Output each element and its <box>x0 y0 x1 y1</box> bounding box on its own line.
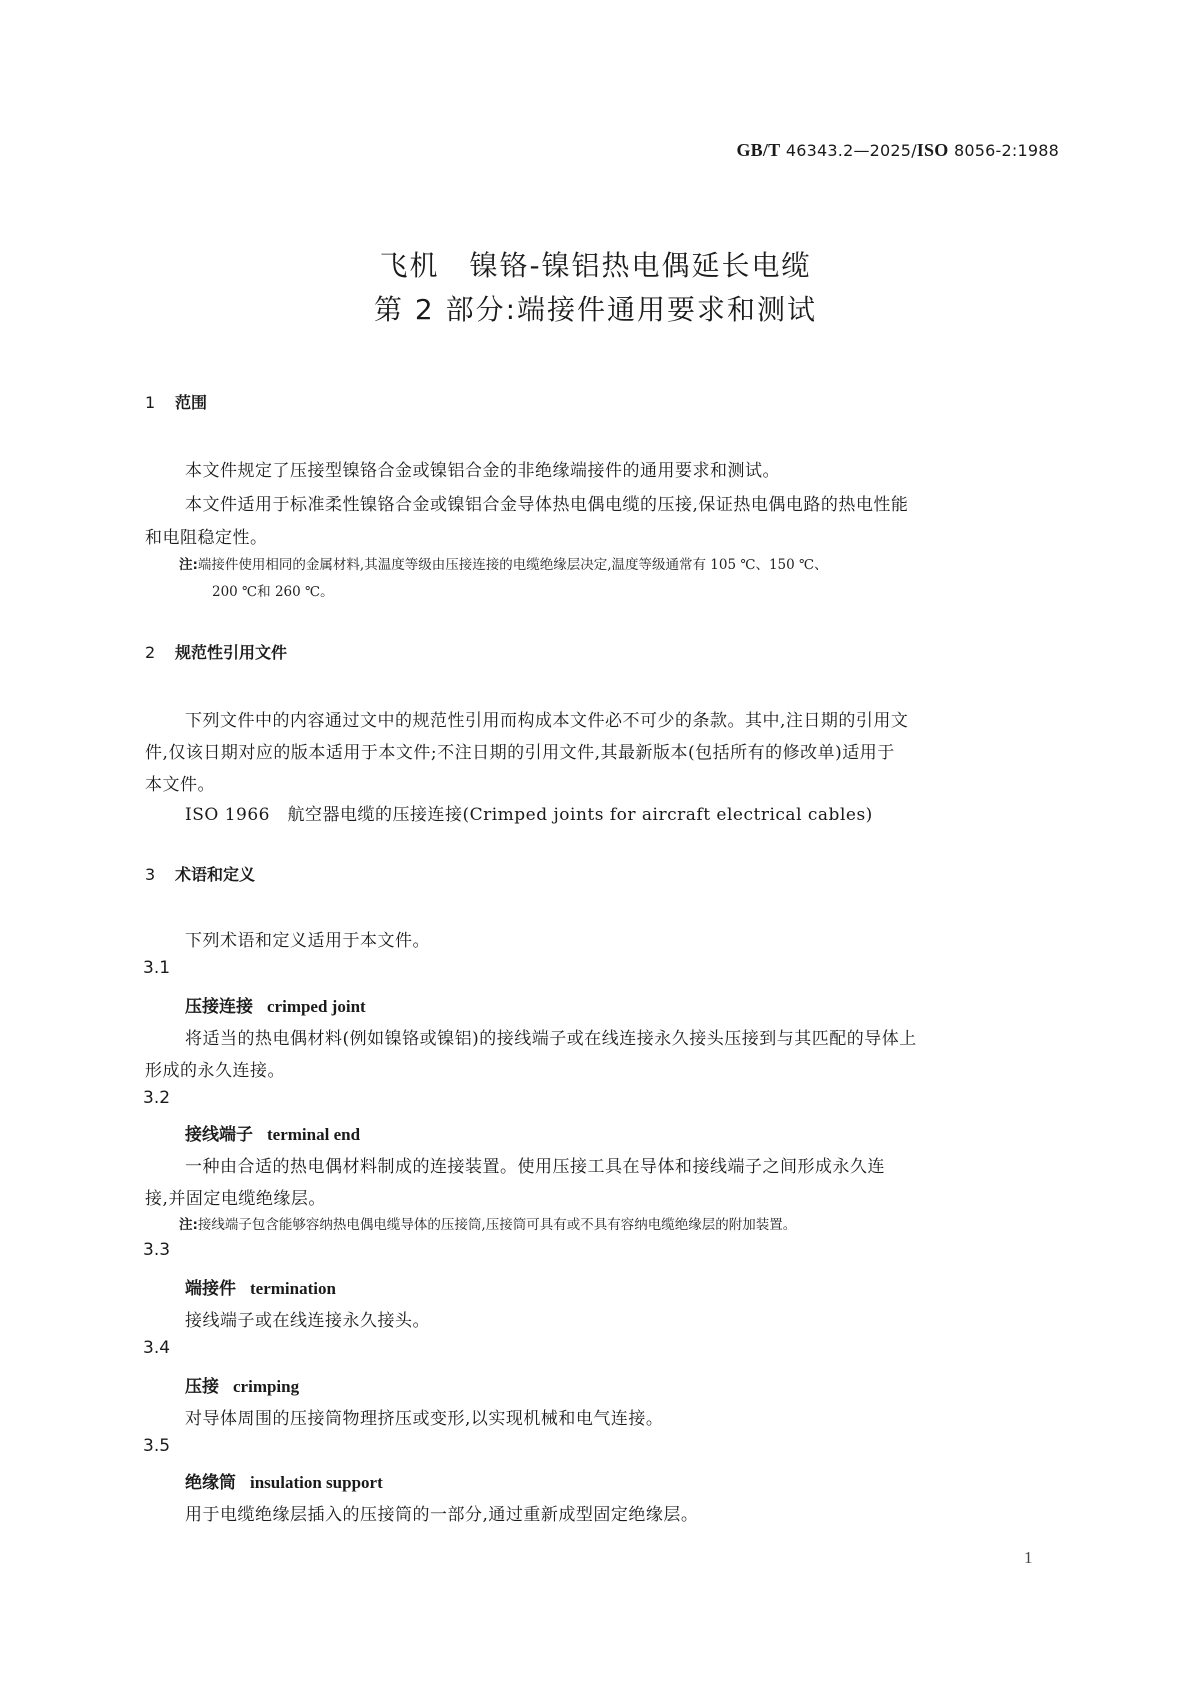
note-text: 接线端子包含能够容纳热电偶电缆导体的压接筒,压接筒可具有或不具有容纳电缆绝缘层的附加装置。 <box>197 1217 797 1233</box>
term-en: crimped joint <box>267 997 366 1016</box>
term-definition-continuation: 形成的永久连接。 <box>145 1061 285 1081</box>
section-title: 范围 <box>175 393 208 412</box>
term-number: 3.2 <box>143 1088 171 1108</box>
term-entry <box>185 1372 299 1397</box>
section-title: 规范性引用文件 <box>175 643 288 662</box>
page-number: 1 <box>1024 1548 1033 1567</box>
term-entry <box>185 1468 383 1493</box>
note-label: 注: <box>179 1217 198 1233</box>
section-heading-normative-references <box>145 640 287 663</box>
paragraph: 本文件规定了压接型镍铬合金或镍铝合金的非绝缘端接件的通用要求和测试。 <box>185 461 780 481</box>
term-zh: 接线端子 <box>185 1125 253 1145</box>
term-zh: 压接 <box>185 1377 219 1397</box>
std-number: 46343.2—2025/ <box>785 141 917 160</box>
iso-prefix: ISO <box>916 140 949 160</box>
term-definition: 接线端子或在线连接永久接头。 <box>185 1311 430 1331</box>
term-en: crimping <box>233 1377 300 1396</box>
iso-number: 8056-2:1988 <box>954 141 1059 160</box>
term-definition: 用于电缆绝缘层插入的压接筒的一部分,通过重新成型固定绝缘层。 <box>185 1505 699 1525</box>
term-zh: 绝缘筒 <box>185 1473 236 1493</box>
note-continuation: 200 ℃和 260 ℃。 <box>212 584 334 600</box>
section-heading-scope <box>145 390 207 413</box>
term-zh: 压接连接 <box>185 997 253 1017</box>
section-heading-terms-and-definitions <box>145 862 255 885</box>
document-title-line1: 飞机 镍铬-镍铝热电偶延长电缆 <box>379 249 812 282</box>
term-definition: 一种由合适的热电偶材料制成的连接装置。使用压接工具在导体和接线端子之间形成永久连 <box>185 1157 885 1177</box>
term-entry <box>185 1274 336 1299</box>
term-entry <box>185 992 366 1017</box>
term-number: 3.1 <box>143 958 171 978</box>
term-number: 3.4 <box>143 1338 171 1358</box>
term-definition: 对导体周围的压接筒物理挤压或变形,以实现机械和电气连接。 <box>185 1409 664 1429</box>
section-number: 3 <box>145 865 156 884</box>
normative-reference-item: ISO 1966 航空器电缆的压接连接(Crimped joints for aircraft electrical cables) <box>185 805 873 825</box>
paragraph: 本文件适用于标准柔性镍铬合金或镍铝合金导体热电偶电缆的压接,保证热电偶电路的热电性能 <box>185 495 909 515</box>
paragraph-continuation: 件,仅该日期对应的版本适用于本文件;不注日期的引用文件,其最新版本(包括所有的修改单)适用于 <box>145 743 895 763</box>
paragraph-continuation: 和电阻稳定性。 <box>145 528 268 548</box>
section-number: 1 <box>145 393 156 412</box>
section-title: 术语和定义 <box>175 865 256 884</box>
term-number: 3.3 <box>143 1240 171 1260</box>
note-label: 注: <box>179 557 198 573</box>
section-number: 2 <box>145 643 156 662</box>
note <box>179 1213 796 1233</box>
paragraph-continuation: 本文件。 <box>145 775 215 795</box>
paragraph: 下列文件中的内容通过文中的规范性引用而构成本文件必不可少的条款。其中,注日期的引用文 <box>185 711 909 731</box>
document-header <box>736 140 1059 161</box>
term-number: 3.5 <box>143 1436 171 1456</box>
term-zh: 端接件 <box>185 1279 236 1299</box>
note-text: 端接件使用相同的金属材料,其温度等级由压接连接的电缆绝缘层决定,温度等级通常有 105 ℃、150 ℃、 <box>197 557 828 573</box>
document-title-line2: 第 2 部分:端接件通用要求和测试 <box>373 293 818 326</box>
paragraph: 下列术语和定义适用于本文件。 <box>185 931 430 951</box>
term-en: terminal end <box>267 1125 361 1144</box>
std-prefix: GB/T <box>736 140 781 160</box>
term-definition-continuation: 接,并固定电缆绝缘层。 <box>145 1189 326 1209</box>
note <box>179 553 828 573</box>
term-entry <box>185 1120 360 1145</box>
term-en: termination <box>250 1279 336 1298</box>
term-en: insulation support <box>250 1473 383 1492</box>
term-definition: 将适当的热电偶材料(例如镍铬或镍铝)的接线端子或在线连接永久接头压接到与其匹配的导体上 <box>185 1029 917 1049</box>
